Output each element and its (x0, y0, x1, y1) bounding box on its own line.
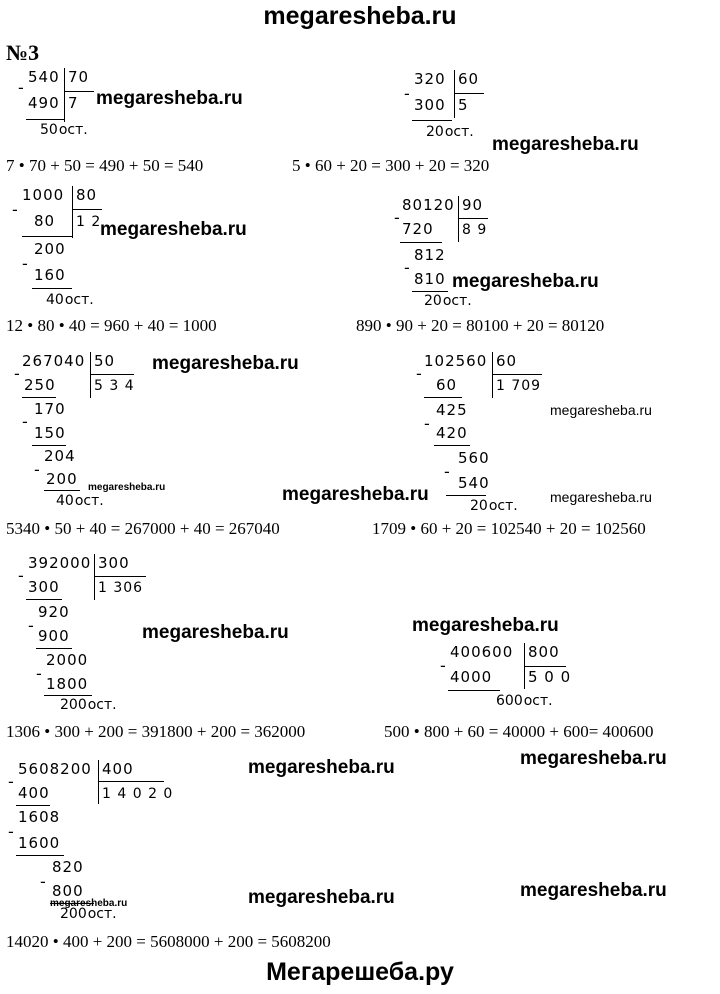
dividend: 80120 (402, 196, 455, 214)
watermark: megaresheba.ru (96, 88, 243, 109)
divisor-underline (454, 93, 484, 94)
minus-sign: - (416, 364, 422, 383)
division-bracket (98, 760, 99, 804)
watermark: megaresheba.ru (492, 134, 639, 155)
division-bracket (72, 186, 73, 238)
subtrahend: 200 (46, 470, 78, 488)
check-equation: 5340 • 50 + 40 = 267000 + 40 = 267040 (6, 519, 280, 538)
step-underline (44, 490, 80, 491)
check-equation: 14020 • 400 + 200 = 5608000 + 200 = 5608200 (6, 932, 331, 951)
remainder: 50ост. (40, 122, 88, 138)
check-equation: 1306 • 300 + 200 = 391800 + 200 = 362000 (6, 722, 306, 741)
quotient: 1 2 (76, 214, 102, 230)
step-underline (400, 242, 442, 243)
quotient: 5 0 0 (528, 668, 572, 686)
watermark: megaresheba.ru (248, 757, 395, 778)
subtrahend: 60 (436, 376, 458, 394)
watermark: megaresheba.ru (550, 489, 652, 505)
step-value: 2000 (46, 651, 89, 669)
task-number: №3 (6, 40, 40, 65)
step-underline (22, 236, 72, 237)
subtrahend: 1600 (18, 834, 61, 852)
step-underline (434, 445, 470, 446)
subtrahend: 160 (34, 266, 66, 284)
step-value: 425 (436, 401, 468, 419)
divisor: 60 (496, 352, 518, 370)
minus-sign: - (22, 254, 28, 273)
division-bracket (458, 196, 459, 242)
check-equation: 12 • 80 • 40 = 960 + 40 = 1000 (6, 316, 217, 335)
subtrahend: 800 (52, 882, 84, 900)
divisor-underline (94, 576, 146, 577)
step-value: 812 (414, 246, 446, 264)
minus-sign: - (22, 412, 28, 431)
remainder: 20ост. (470, 498, 518, 514)
subtrahend: 150 (34, 424, 66, 442)
remainder: 200ост. (60, 906, 117, 922)
subtrahend: 300 (414, 96, 446, 114)
divisor: 400 (102, 760, 134, 778)
minus-sign: - (440, 656, 446, 675)
divisor-underline (98, 781, 164, 782)
step-value: 560 (458, 449, 490, 467)
subtrahend: 400 (18, 784, 50, 802)
minus-sign: - (12, 200, 18, 219)
step-underline (424, 397, 462, 398)
remainder: 200ост. (60, 697, 117, 713)
check-equation: 1709 • 60 + 20 = 102540 + 20 = 102560 (372, 519, 646, 538)
check-equation: 890 • 90 + 20 = 80100 + 20 = 80120 (356, 316, 605, 335)
minus-sign: - (18, 78, 24, 97)
check-equation: 5 • 60 + 20 = 300 + 20 = 320 (292, 156, 490, 175)
step-value: 1608 (18, 808, 61, 826)
minus-sign: - (8, 772, 14, 791)
subtrahend: 80 (34, 212, 56, 230)
subtrahend: 250 (24, 376, 56, 394)
subtrahend: 810 (414, 270, 446, 288)
step-value: 204 (44, 447, 76, 465)
step-underline (412, 120, 452, 121)
remainder: 20ост. (424, 293, 472, 309)
minus-sign: - (34, 460, 40, 479)
dividend: 392000 (28, 554, 92, 572)
watermark: megaresheba.ru (88, 482, 166, 493)
quotient: 5 3 4 (94, 378, 135, 394)
minus-sign: - (394, 208, 400, 227)
step-underline (446, 495, 486, 496)
minus-sign: - (424, 414, 430, 433)
dividend: 1000 (22, 186, 65, 204)
step-underline (448, 690, 500, 691)
subtrahend: 900 (38, 627, 70, 645)
minus-sign: - (444, 462, 450, 481)
dividend: 102560 (424, 352, 488, 370)
quotient: 7 (68, 94, 79, 112)
dividend: 540 (28, 68, 60, 86)
step-underline (16, 855, 64, 856)
site-footer[interactable]: Мегарешеба.ру (266, 958, 454, 986)
subtrahend: 1800 (46, 675, 89, 693)
divisor: 80 (76, 186, 98, 204)
divisor: 90 (462, 196, 484, 214)
divisor-underline (492, 374, 542, 375)
divisor-underline (458, 218, 488, 219)
dividend: 5608200 (18, 760, 92, 778)
divisor: 60 (458, 70, 480, 88)
quotient: 5 (458, 96, 469, 114)
watermark: megaresheba.ru (100, 219, 247, 240)
divisor: 300 (98, 554, 130, 572)
remainder: 20ост. (426, 124, 474, 140)
step-underline (32, 288, 72, 289)
subtrahend: 4000 (450, 668, 493, 686)
remainder: 40ост. (46, 292, 94, 308)
step-underline (44, 695, 92, 696)
step-value: 170 (34, 400, 66, 418)
minus-sign: - (8, 822, 14, 841)
quotient: 8 9 (462, 222, 488, 238)
division-bracket (64, 68, 65, 122)
remainder: 600ост. (496, 693, 553, 709)
quotient: 1 4 0 2 0 (102, 786, 174, 802)
division-bracket (90, 352, 91, 398)
minus-sign: - (36, 664, 42, 683)
subtrahend: 540 (458, 474, 490, 492)
subtrahend: 720 (402, 220, 434, 238)
watermark: megaresheba.ru (50, 898, 128, 909)
watermark: megaresheba.ru (520, 748, 667, 769)
watermark: megaresheba.ru (152, 353, 299, 374)
minus-sign: - (28, 616, 34, 635)
divisor-underline (72, 209, 102, 210)
watermark: megaresheba.ru (282, 484, 429, 505)
divisor-underline (90, 374, 134, 375)
step-value: 920 (38, 603, 70, 621)
division-bracket (454, 70, 455, 118)
site-header[interactable]: megaresheba.ru (263, 2, 457, 30)
subtrahend: 420 (436, 424, 468, 442)
step-underline (26, 599, 62, 600)
dividend: 320 (414, 70, 446, 88)
dividend: 267040 (22, 352, 86, 370)
divisor-underline (524, 666, 566, 667)
watermark: megaresheba.ru (142, 622, 289, 643)
divisor: 50 (94, 352, 116, 370)
divisor: 70 (68, 68, 90, 86)
watermark: megaresheba.ru (452, 271, 599, 292)
check-equation: 500 • 800 + 60 = 40000 + 600= 400600 (384, 722, 654, 741)
dividend: 400600 (450, 643, 514, 661)
watermark: megaresheba.ru (248, 887, 395, 908)
subtrahend: 300 (28, 578, 60, 596)
watermark: megaresheba.ru (412, 615, 559, 636)
minus-sign: - (404, 84, 410, 103)
step-value: 820 (52, 858, 84, 876)
minus-sign: - (40, 872, 46, 891)
watermark: megaresheba.ru (520, 880, 667, 901)
division-bracket (492, 352, 493, 398)
division-bracket (94, 554, 95, 600)
remainder: 40ост. (56, 493, 104, 509)
step-underline (32, 445, 66, 446)
step-underline (412, 291, 448, 292)
check-equation: 7 • 70 + 50 = 490 + 50 = 540 (6, 156, 204, 175)
step-value: 200 (34, 240, 66, 258)
step-underline (22, 397, 56, 398)
divisor: 800 (528, 643, 560, 661)
step-underline (26, 119, 64, 120)
minus-sign: - (18, 566, 24, 585)
step-underline (16, 805, 50, 806)
watermark: megaresheba.ru (550, 402, 652, 418)
quotient: 1 306 (98, 580, 144, 596)
subtrahend: 490 (28, 94, 60, 112)
divisor-underline (64, 91, 94, 92)
step-underline (36, 648, 72, 649)
minus-sign: - (14, 364, 20, 383)
minus-sign: - (404, 258, 410, 277)
quotient: 1 709 (496, 378, 542, 394)
